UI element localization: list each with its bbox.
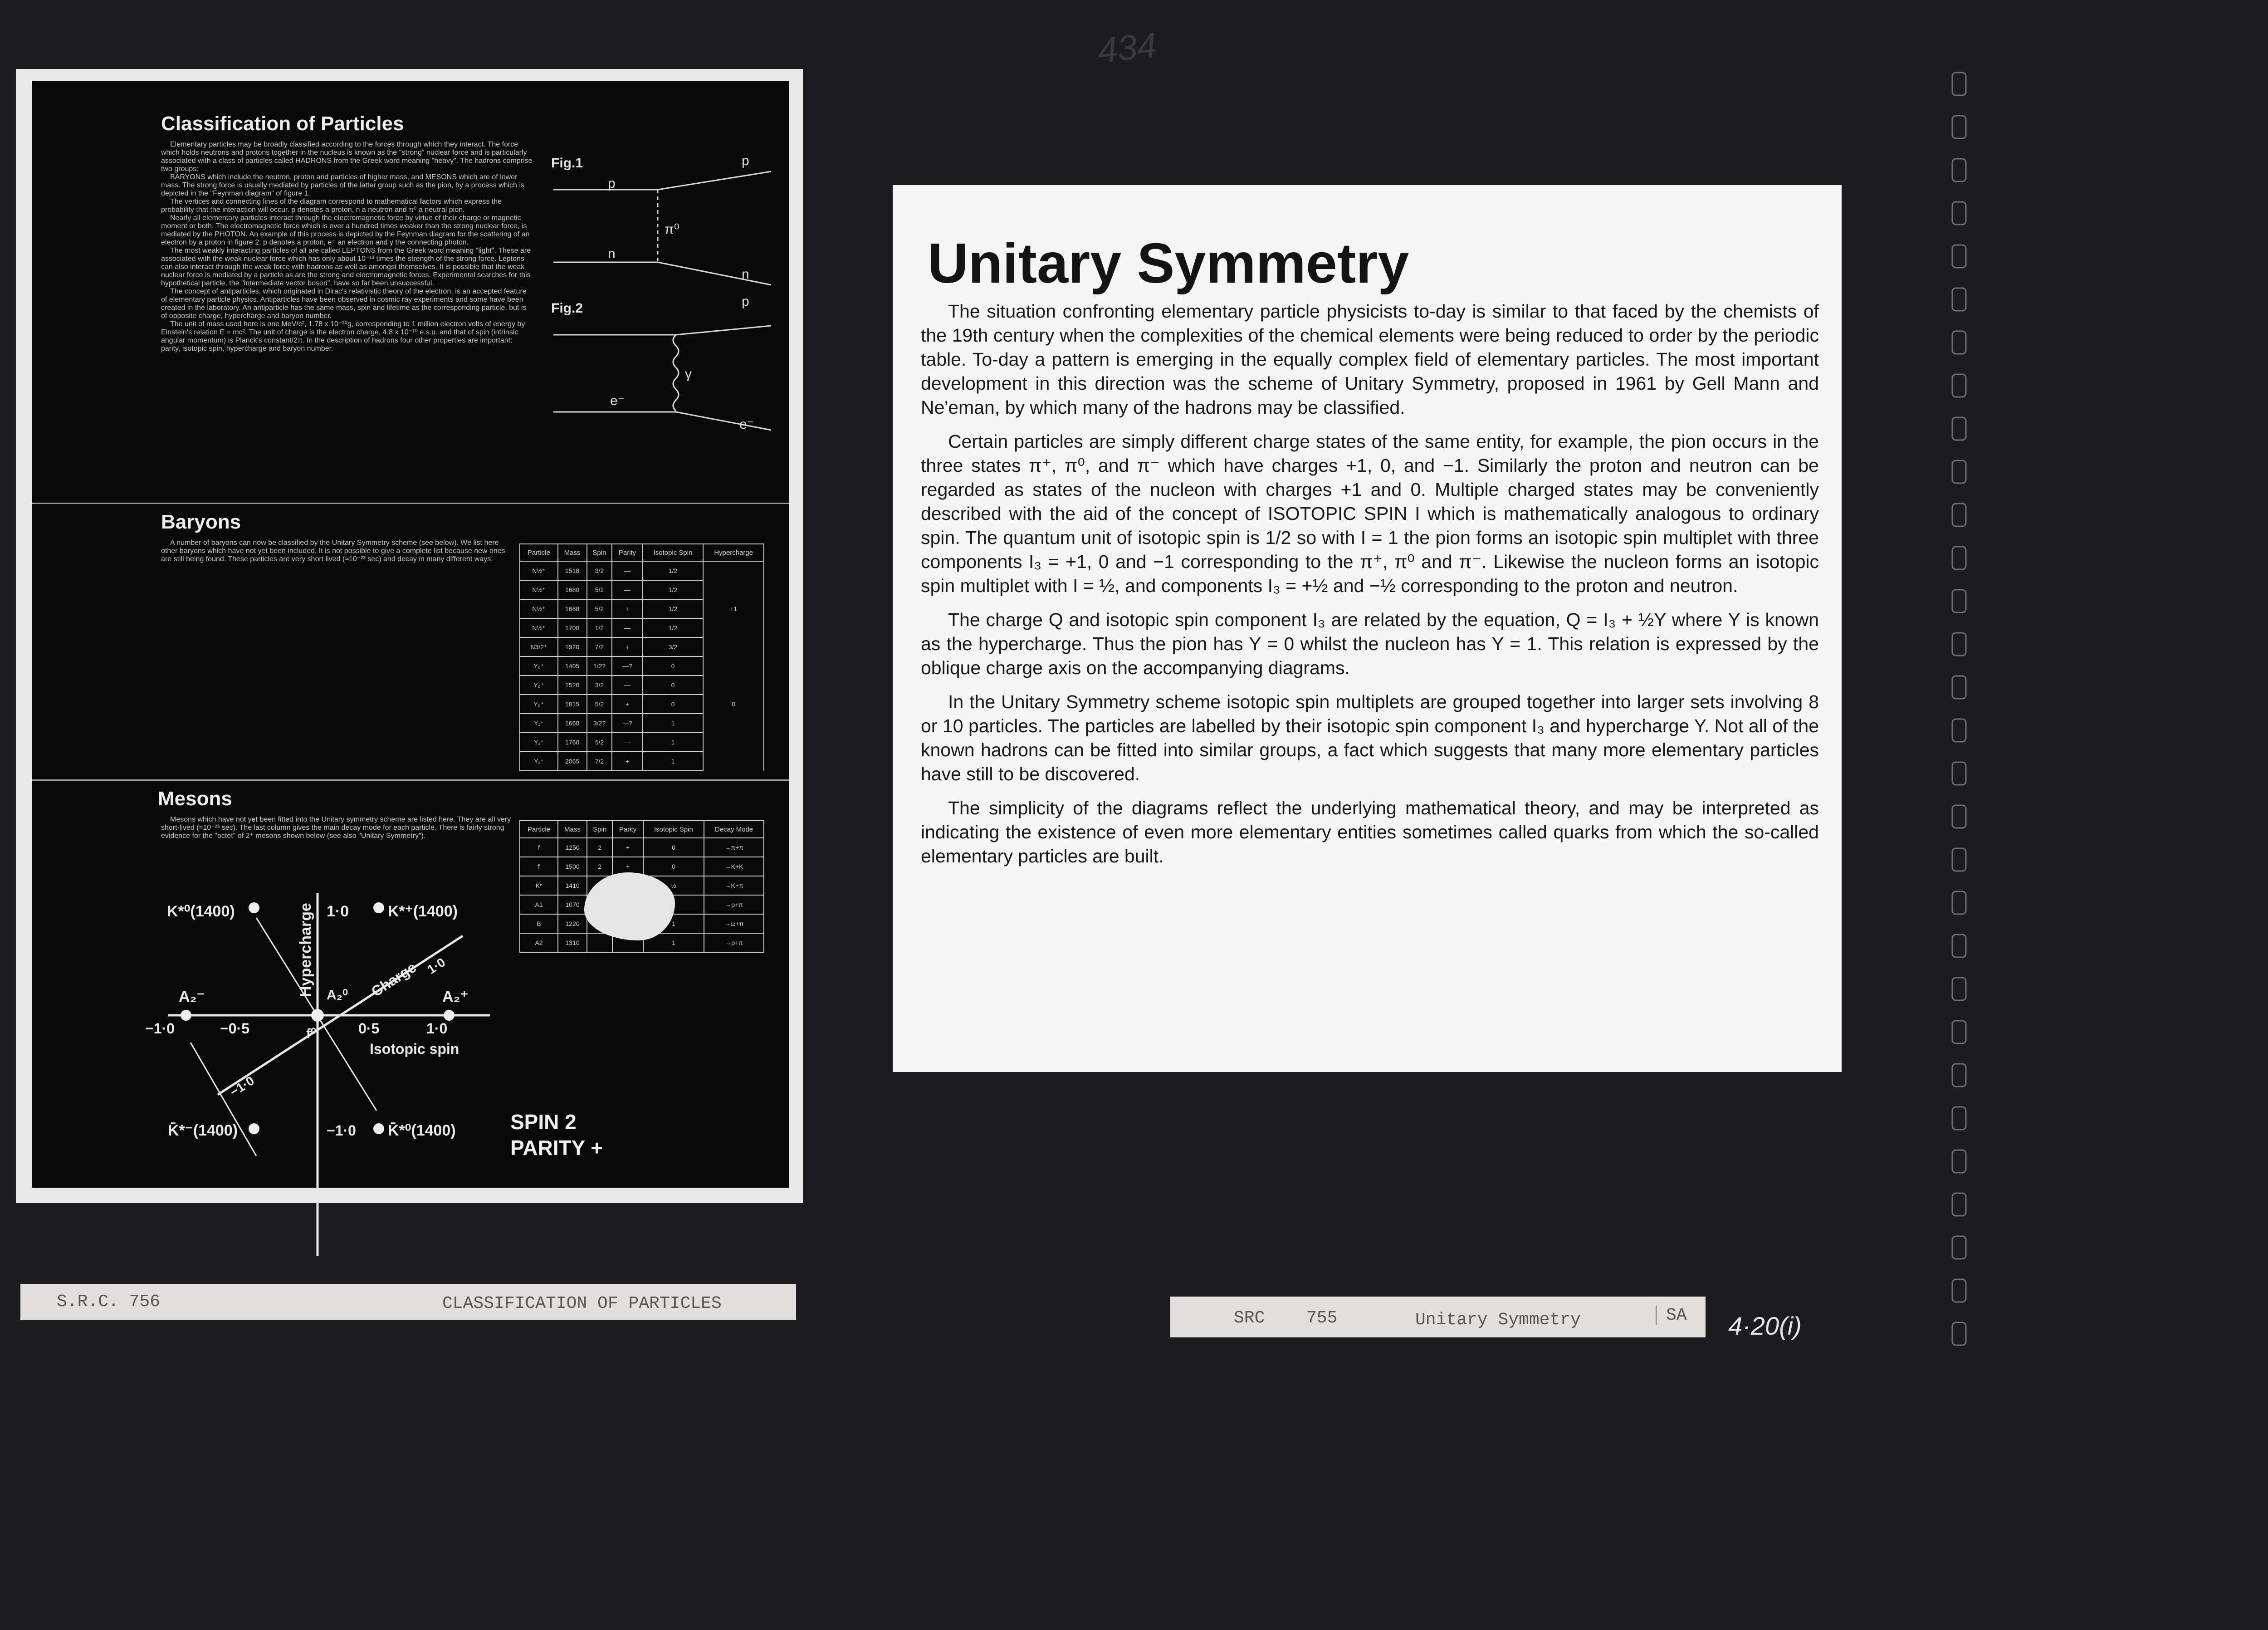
a2-zero-label: A₂⁰ xyxy=(327,988,348,1003)
label-tag: SA xyxy=(1656,1306,1687,1325)
column-header: Isotopic Spin xyxy=(643,544,704,561)
table-cell: 7/2 xyxy=(587,752,612,771)
table-row xyxy=(520,714,764,733)
table-cell: 2065 xyxy=(558,752,587,771)
table-row xyxy=(520,637,764,656)
table-cell: K* xyxy=(520,876,558,895)
binding-hole xyxy=(1952,1107,1966,1130)
fig2-proton-out: p xyxy=(742,294,749,309)
body-paragraph: The simplicity of the diagrams reflect the underlying mathematical theory, and may be interpreted as indicating the existence of even more elementary entities sometimes called quarks from which the so-called elementary particles are built. xyxy=(921,798,1819,866)
hyper-tick-plus: 1·0 xyxy=(327,903,349,920)
table-cell: →K+π xyxy=(704,876,764,895)
table-cell: 1 xyxy=(643,714,704,733)
f-zero-label: f⁰ xyxy=(306,1026,317,1041)
table-cell: 1920 xyxy=(558,637,587,656)
table-cell: 3/2 xyxy=(587,675,612,695)
table-cell: 1/2 xyxy=(643,599,704,618)
table-cell: —? xyxy=(612,714,642,733)
iso-tick-plus1: 1·0 xyxy=(426,1020,448,1037)
table-cell: Y₁⁺ xyxy=(520,733,558,752)
hypercharge-cell xyxy=(703,752,764,771)
column-header: Mass xyxy=(558,821,587,838)
column-header: Mass xyxy=(558,544,587,561)
table-cell: 3/2 xyxy=(587,561,612,580)
classification-paragraph: The vertices and connecting lines of the diagram correspond to mathematical factors which express the probability that the interaction will occur. p denotes a proton, n a neutron and π⁰ a neutral pion. xyxy=(161,198,502,214)
hyper-tick-minus: −1·0 xyxy=(327,1122,356,1139)
k-plus-star-label: K*⁺(1400) xyxy=(388,903,458,920)
table-cell: A1 xyxy=(520,895,558,914)
table-cell: 1688 xyxy=(558,599,587,618)
handwritten-reference: 4·20(i) xyxy=(1728,1312,1802,1340)
table-cell: Y₀⁺ xyxy=(520,695,558,714)
table-cell: 1/2 xyxy=(587,618,612,637)
table-cell: →ω+π xyxy=(704,914,764,933)
center-dot xyxy=(311,1009,324,1022)
binding-hole xyxy=(1952,331,1966,354)
table-cell: 1070 xyxy=(558,895,587,914)
table-cell: 1 xyxy=(643,914,704,933)
table-cell: N½⁺ xyxy=(520,618,558,637)
table-cell: Y₀⁺ xyxy=(520,675,558,695)
unitary-body xyxy=(921,299,1819,878)
binding-hole xyxy=(1952,504,1966,526)
column-header: Parity xyxy=(612,821,643,838)
baryons-text: A number of baryons can now be classified by the Unitary Symmetry scheme (see below). We list here other baryons which have not yet been included. It is not possible to give a complete list because new ones are still being found. These particles are very short lived (≈10⁻²³ sec) and decay in many different ways. xyxy=(161,539,505,563)
table-cell: — xyxy=(612,618,642,637)
k-plus-star-dot xyxy=(373,902,384,913)
charge-tick-plus: 1·0 xyxy=(425,955,448,977)
fig1-neutron-in: n xyxy=(608,246,616,261)
feynman-diagrams xyxy=(544,144,780,516)
table-cell: f xyxy=(520,838,558,857)
classification-paragraph: Elementary particles may be broadly classified according to the forces through which they interact. The force which holds neutrons and protons together in the nucleus is known as the "strong" nuclear force and is particularly associated with a class of particles called HADRONS from the Greek word meaning "heavy". The hadrons comprise two groups: xyxy=(161,141,533,173)
classification-paragraph: Nearly all elementary particles interact through the electromagnetic force by virtue of their charge or magnetic moment or both. The electromagnetic force which is over a hundred times weaker than the strong nuclear force, is mediated by the PHOTON. An example of this process is depicted by the Feynman diagram for the scattering of an electron by a proton in figure 2. p denotes a proton, e⁻ an electron and γ the connecting photon. xyxy=(161,214,530,246)
table-cell: 1500 xyxy=(558,857,587,876)
table-cell: + xyxy=(612,695,642,714)
column-header: Parity xyxy=(612,544,642,561)
binding-hole xyxy=(1952,417,1966,440)
hypercharge-cell: +1 xyxy=(703,599,764,618)
fig2-electron-in: e⁻ xyxy=(610,393,625,408)
binding-hole xyxy=(1952,762,1966,785)
hypercharge-axis-label: Hypercharge xyxy=(297,903,314,997)
unitary-title: Unitary Symmetry xyxy=(928,232,1409,295)
table-row xyxy=(520,675,764,695)
classification-paragraph: The most weakly interacting particles of all are called LEPTONS from the Greek word meaning "light". These are associated with the weak nuclear force which has only about 10⁻¹³ times the strength of the strong force. Leptons can also interact through the weak force with hadrons as well as amongst themselves. It is possible that the weak nuclear force is mediated by a particle as are the strong and electromagnetic forces. Experimental searches for this hypothetical particle, the "intermediate vector boson", have so far been unsuccessful. xyxy=(161,247,531,287)
table-cell: N3/2⁺ xyxy=(520,637,558,656)
table-row xyxy=(520,580,764,599)
hypercharge-cell xyxy=(703,733,764,752)
table-cell: →K+K xyxy=(704,857,764,876)
table-cell: 7/2 xyxy=(587,637,612,656)
hypercharge-cell xyxy=(703,714,764,733)
body-paragraph: Certain particles are simply different charge states of the same entity, for example, the pion occurs in the three states π⁺, π⁰, and π⁻ which have charges +1, 0, and −1. Similarly the proton and neutron can be regarded as states of the nucleon with charges +1 and 0. Multiple charged states may be conveniently described with the aid of the concept of ISOTOPIC SPIN I which is mathematically analogous to ordinary spin. The quantum unit of isotopic spin is 1/2 so with I = 1 the pion forms an isotopic spin multiplet with three components I₃ = +1, 0 and −1 corresponding to the π⁺, π⁰ and π⁻. Likewise the nucleon forms an isotopic spin multiplet with I = ½, and components I₃ = +½ and −½ corresponding to the proton and neutron. xyxy=(921,431,1819,596)
column-header: Spin xyxy=(587,544,612,561)
table-cell: 1 xyxy=(643,752,704,771)
table-cell: →π+π xyxy=(704,838,764,857)
k0-star-dot xyxy=(249,902,259,913)
table-cell: 1815 xyxy=(558,695,587,714)
table-cell xyxy=(587,933,612,952)
table-cell: 5/2 xyxy=(587,733,612,752)
binding-hole xyxy=(1952,1236,1966,1259)
table-cell: N½⁺ xyxy=(520,599,558,618)
table-cell: 1/2 xyxy=(643,580,704,599)
mesons-title: Mesons xyxy=(158,788,232,810)
table-cell: 1250 xyxy=(558,838,587,857)
fig1-proton-out: p xyxy=(742,153,749,168)
classification-title: Classification of Particles xyxy=(161,113,404,135)
section-divider xyxy=(32,503,789,504)
table-cell: — xyxy=(612,733,642,752)
table-cell: 2 xyxy=(587,838,612,857)
hypercharge-cell xyxy=(703,618,764,637)
a2-plus-label: A₂⁺ xyxy=(442,988,469,1005)
table-row xyxy=(520,857,764,876)
fig2-photon-label: γ xyxy=(685,367,692,382)
column-header: Spin xyxy=(587,821,612,838)
iso-tick-neg-half: −0·5 xyxy=(220,1020,249,1037)
table-row xyxy=(520,561,764,580)
binding-hole xyxy=(1952,891,1966,914)
hypercharge-cell xyxy=(703,580,764,599)
fig1-label: Fig.1 xyxy=(551,156,583,171)
section-divider xyxy=(32,779,789,781)
column-header: Isotopic Spin xyxy=(643,821,704,838)
binding-hole xyxy=(1952,1021,1966,1043)
table-cell: ½ xyxy=(643,876,704,895)
table-cell: N½⁺ xyxy=(520,561,558,580)
binding-hole xyxy=(1952,245,1966,268)
binding-hole xyxy=(1952,547,1966,569)
binding-hole xyxy=(1952,202,1966,225)
table-cell: →ρ+π xyxy=(704,895,764,914)
body-paragraph: The situation confronting elementary particle physicists to-day is similar to that faced by the chemists of the 19th century when the complexities of the chemical elements were being reduced to order by the periodic table. To-day a pattern is emerging in the equally complex field of elementary particles. The most important development in this direction was the scheme of Unitary Symmetry, proposed in 1961 by Gell Mann and Ne'eman, by which many of the hadrons may be classified. xyxy=(921,301,1819,418)
table-cell: 1760 xyxy=(558,733,587,752)
table-cell: 0 xyxy=(643,857,704,876)
a2-minus-dot xyxy=(181,1010,191,1021)
table-cell: f' xyxy=(520,857,558,876)
label-code: S.R.C. 756 xyxy=(57,1292,161,1312)
parity-label: PARITY + xyxy=(510,1136,603,1160)
table-cell: 1700 xyxy=(558,618,587,637)
charge-tick-minus: −1·0 xyxy=(227,1073,257,1100)
fig2-electron-out: e⁻ xyxy=(739,417,754,432)
table-cell: + xyxy=(612,637,642,656)
baryons-title: Baryons xyxy=(161,511,241,533)
classification-poster xyxy=(32,81,789,1188)
binding-hole xyxy=(1952,805,1966,828)
table-cell: Y₁⁺ xyxy=(520,714,558,733)
binding-strip xyxy=(1946,54,1973,1370)
a2-minus-label: A₂⁻ xyxy=(179,988,205,1005)
classification-paragraph: BARYONS which include the neutron, proton and particles of higher mass, and MESONS which are of lower mass. The strong force is usually mediated by particles of the latter group such as the pion, by a process which is depicted in the "Feynman diagram" of figure 1. xyxy=(161,173,524,197)
column-header: Hypercharge xyxy=(703,544,764,561)
table-cell: 1 xyxy=(643,933,704,952)
table-row xyxy=(520,838,764,857)
table-cell: 1660 xyxy=(558,714,587,733)
catalogue-label-right xyxy=(1170,1297,1706,1337)
table-row xyxy=(520,618,764,637)
fig1-pion-label: π⁰ xyxy=(665,222,679,237)
body-paragraph: The charge Q and isotopic spin component I₃ are related by the equation, Q = I₃ + ½Y where Y is known as the hypercharge. Thus the pion has Y = 0 whilst the nucleon has Y = 1. This relation is expressed by the oblique charge axis on the accompanying diagrams. xyxy=(921,609,1819,678)
table-cell: + xyxy=(612,838,643,857)
table-cell: 1/2? xyxy=(587,656,612,675)
k-minus-star-label: K̄*⁻(1400) xyxy=(168,1122,238,1139)
table-header-row xyxy=(520,544,764,561)
table-cell: 1/2 xyxy=(643,561,704,580)
table-cell: Y₀⁺ xyxy=(520,656,558,675)
catalogue-label-left xyxy=(20,1284,796,1320)
binding-hole xyxy=(1952,116,1966,138)
table-cell: 3/2? xyxy=(587,714,612,733)
table-cell: 0 xyxy=(643,675,704,695)
table-cell: 5/2 xyxy=(587,599,612,618)
table-cell: 2 xyxy=(587,857,612,876)
a2-plus-dot xyxy=(444,1010,455,1021)
table-row xyxy=(520,752,764,771)
isospin-axis-label: Isotopic spin xyxy=(370,1041,459,1057)
table-cell: 1410 xyxy=(558,876,587,895)
table-row xyxy=(520,695,764,714)
k-minus-star-dot xyxy=(249,1123,259,1134)
label-code: SRC xyxy=(1234,1308,1265,1328)
table-cell: + xyxy=(612,752,642,771)
table-cell: Y₁⁺ xyxy=(520,752,558,771)
table-cell: 0 xyxy=(643,656,704,675)
table-cell: 1 xyxy=(643,733,704,752)
table-cell: 5/2 xyxy=(587,580,612,599)
column-header: Particle xyxy=(520,544,558,561)
binding-hole xyxy=(1952,460,1966,483)
binding-hole xyxy=(1952,73,1966,95)
table-cell: 1520 xyxy=(558,675,587,695)
column-header: Particle xyxy=(520,821,558,838)
table-cell: 1405 xyxy=(558,656,587,675)
table-cell: 1310 xyxy=(558,933,587,952)
binding-hole xyxy=(1952,1322,1966,1345)
handwritten-number: 434 xyxy=(1095,24,1159,71)
fig1-proton-in: p xyxy=(608,176,616,191)
fig1-neutron-out: n xyxy=(742,267,749,282)
body-paragraph: In the Unitary Symmetry scheme isotopic spin multiplets are grouped together into larger sets involving 8 or 10 particles. The particles are labelled by their isotopic spin component I₃ and hypercharge Y. Not all of the known hadrons can be fitted into similar groups, a fact which suggests that many more elementary particles have still to be discovered. xyxy=(921,691,1819,784)
binding-hole xyxy=(1952,1279,1966,1302)
k0-star-label: K*⁰(1400) xyxy=(167,903,235,920)
table-cell: — xyxy=(612,580,642,599)
table-cell: B xyxy=(520,914,558,933)
damage-blot xyxy=(584,872,675,940)
label-title: Unitary Symmetry xyxy=(1415,1310,1581,1330)
table-cell: 1220 xyxy=(558,914,587,933)
table-cell: A2 xyxy=(520,933,558,952)
fig2-label: Fig.2 xyxy=(551,301,583,316)
binding-hole xyxy=(1952,978,1966,1000)
fig1-diagram xyxy=(553,171,771,285)
meson-octet-diagram xyxy=(127,884,535,1269)
label-number: 755 xyxy=(1306,1308,1338,1328)
binding-hole xyxy=(1952,159,1966,181)
table-row xyxy=(520,656,764,675)
hypercharge-cell: 0 xyxy=(703,695,764,714)
iso-tick-half: 0·5 xyxy=(358,1020,380,1037)
fig2-diagram xyxy=(553,326,771,430)
table-cell: 1/2 xyxy=(643,618,704,637)
table-cell: 5/2 xyxy=(587,695,612,714)
binding-hole xyxy=(1952,719,1966,742)
k0bar-star-dot xyxy=(373,1123,384,1134)
hypercharge-cell xyxy=(703,637,764,656)
table-row xyxy=(520,733,764,752)
binding-hole xyxy=(1952,676,1966,699)
classification-paragraph: The concept of antiparticles, which originated in Dirac's relativistic theory of the electron, is an accepted feature of elementary particle physics. Antiparticles have been observed in cosmic ray experiments and some have been created in the laboratory. An antiparticle has the same mass, spin and lifetime as the corresponding particle, but is of opposite charge, hypercharge and baryon number. xyxy=(161,288,527,320)
baryon-table xyxy=(519,543,764,771)
binding-hole xyxy=(1952,590,1966,612)
binding-hole xyxy=(1952,1064,1966,1087)
hypercharge-cell xyxy=(703,561,764,580)
binding-hole xyxy=(1952,848,1966,871)
table-cell: N½⁺ xyxy=(520,580,558,599)
table-cell: →ρ+π xyxy=(704,933,764,952)
mesons-text: Mesons which have not yet been fitted into the Unitary symmetry scheme are listed here. They are all very short-lived (≈10⁻²³ sec). The last column gives the main decay mode for each particle. There is fairly strong evidence for the "octet" of 2⁺ mesons shown below (see also "Unitary Symmetry"). xyxy=(161,816,511,840)
spin-label: SPIN 2 xyxy=(510,1110,577,1134)
table-cell: 0 xyxy=(643,838,704,857)
binding-hole xyxy=(1952,374,1966,397)
k0bar-star-label: K̄*⁰(1400) xyxy=(388,1122,456,1139)
table-header-row xyxy=(520,821,764,838)
classification-text xyxy=(161,141,533,353)
iso-tick-neg1: −1·0 xyxy=(145,1020,175,1037)
binding-hole xyxy=(1952,288,1966,311)
table-cell: 1680 xyxy=(558,580,587,599)
table-row xyxy=(520,599,764,618)
hypercharge-cell xyxy=(703,656,764,675)
binding-hole xyxy=(1952,935,1966,957)
binding-hole xyxy=(1952,633,1966,656)
classification-paragraph: The unit of mass used here is one MeV/c², 1.78 x 10⁻³⁰g, corresponding to 1 million electron volts of energy by Einstein's relation E = mc². The unit of charge is the electron charge, 4.8 x 10⁻¹⁰ e.s.u. and that of spin (intrinsic angular momentum) is Planck's constant/2π. In the description of hadrons four other properties are important: parity, isotopic spin, hypercharge and baryon number. xyxy=(161,320,525,352)
label-title: CLASSIFICATION OF PARTICLES xyxy=(442,1294,722,1313)
hypercharge-cell xyxy=(703,675,764,695)
table-cell: —? xyxy=(612,656,642,675)
table-cell: 1518 xyxy=(558,561,587,580)
table-cell: — xyxy=(612,561,642,580)
table-cell: 0 xyxy=(643,695,704,714)
table-cell: — xyxy=(612,675,642,695)
table-cell: 3/2 xyxy=(643,637,704,656)
table-cell: + xyxy=(612,599,642,618)
charge-axis-label: Charge xyxy=(368,959,420,1000)
table-cell: + xyxy=(612,857,643,876)
column-header: Decay Mode xyxy=(704,821,764,838)
binding-hole xyxy=(1952,1193,1966,1216)
binding-hole xyxy=(1952,1150,1966,1173)
